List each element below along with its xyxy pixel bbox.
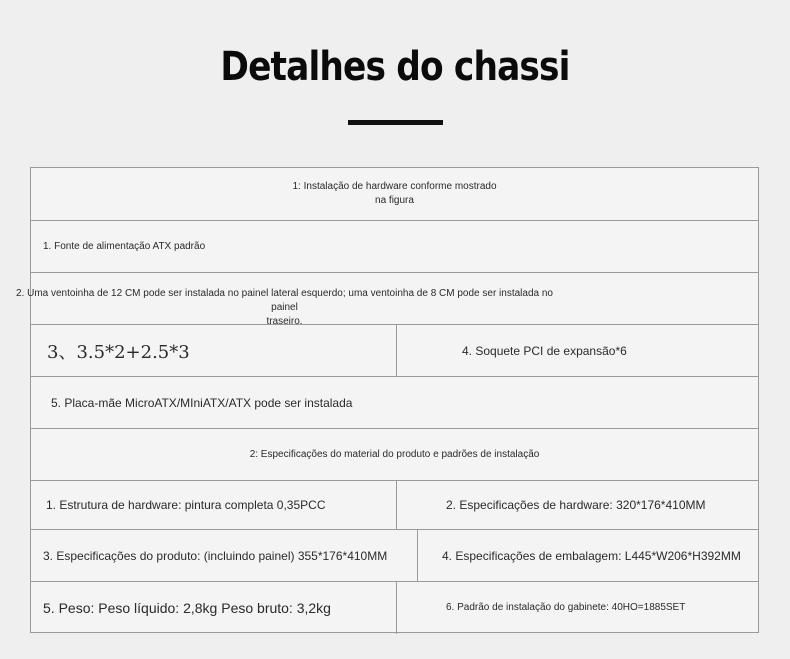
- spec-product-cell: [31, 530, 418, 581]
- bays-text: 3、3.5*2+2.5*3: [47, 341, 190, 363]
- page-title: Detalhes do chassi: [220, 44, 570, 90]
- table-row-mobo: [31, 377, 758, 429]
- fans-text-line2: traseiro.: [266, 316, 303, 327]
- bays-cell: [31, 325, 397, 376]
- table-row-section1-header: [31, 168, 758, 221]
- spec-product-text: 3. Especificações do produto: (incluindo painel) 355*176*410MM: [43, 548, 388, 563]
- table-row-fans: [15, 273, 758, 327]
- section1-header-cell: [31, 168, 758, 220]
- table-row-spec-5-6: [31, 582, 758, 634]
- pci-cell: [397, 325, 759, 376]
- table-row-spec-3-4: [31, 530, 758, 582]
- spec-packaging-text: 4. Especificações de embalagem: L445*W206*H392MM: [442, 548, 741, 563]
- title-underline: [348, 120, 443, 125]
- spec-structure-cell: [31, 481, 397, 529]
- section1-header-line2: na figura: [375, 195, 414, 206]
- mobo-text: 5. Placa-mãe MicroATX/MIniATX/ATX pode ser instalada: [51, 395, 353, 410]
- table-row-spec-1-2: [31, 481, 758, 530]
- section2-header-cell: [31, 429, 758, 480]
- spec-hardware-cell: [397, 481, 759, 529]
- fans-text-block: [12, 287, 557, 329]
- spec-weight-cell: [31, 582, 397, 634]
- spec-standard-text: 6. Padrão de instalação do gabinete: 40HO=1885SET: [446, 602, 686, 613]
- section1-header-line1: 1: Instalação de hardware conforme mostrado: [292, 181, 497, 192]
- table-row-section2-header: [31, 429, 758, 481]
- spec-packaging-cell: [418, 530, 759, 581]
- section2-header-text: 2: Especificações do material do produto e padrões de instalação: [249, 448, 540, 460]
- mobo-cell: [51, 377, 751, 428]
- psu-cell: [43, 221, 743, 272]
- psu-text: 1. Fonte de alimentação ATX padrão: [43, 240, 206, 252]
- spec-structure-text: 1. Estrutura de hardware: pintura completa 0,35PCC: [46, 498, 326, 512]
- spec-weight-text: 5. Peso: Peso líquido: 2,8kg Peso bruto: 3,2kg: [43, 600, 331, 616]
- table-row-bays-pci: [31, 325, 758, 377]
- table-row-psu: [31, 221, 758, 273]
- spec-hardware-text: 2. Especificações de hardware: 320*176*410MM: [446, 498, 706, 512]
- spec-standard-cell: [397, 582, 759, 634]
- pci-text: 4. Soquete PCI de expansão*6: [462, 343, 627, 358]
- fans-text-line1: 2. Uma ventoinha de 12 CM pode ser instalada no painel lateral esquerdo; uma ventoinha de 8 CM pode ser instalada no painel: [15, 288, 553, 313]
- spec-table: [15, 167, 759, 633]
